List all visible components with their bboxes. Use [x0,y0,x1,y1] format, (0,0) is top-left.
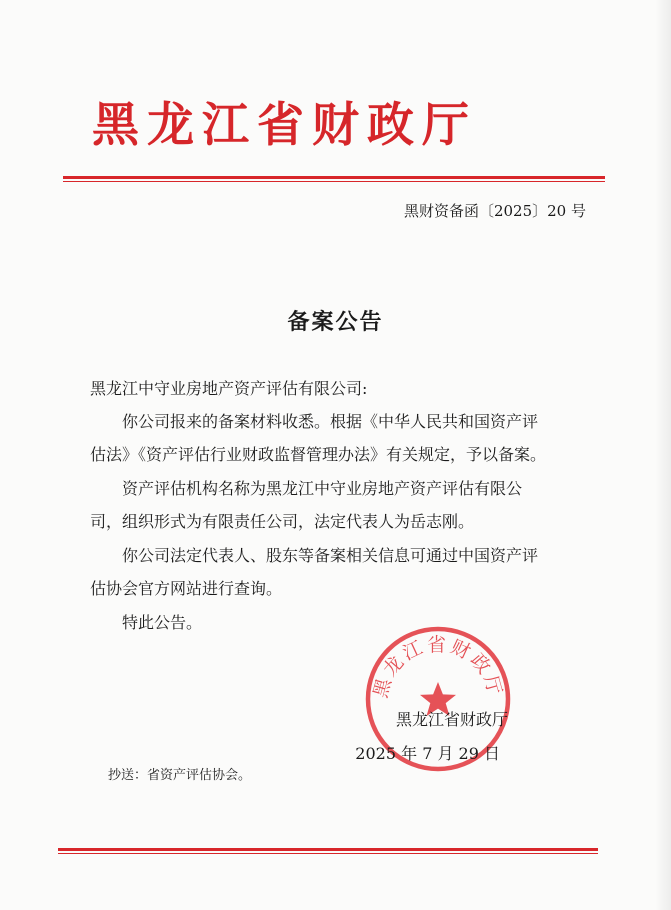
addressee-line: 黑龙江中守业房地产资产评估有限公司: [90,379,368,398]
paragraph-2-line-2: 司，组织形式为有限责任公司，法定代表人为岳志刚。 [90,512,475,531]
seal-text: 黑龙江省财政厅 [369,634,507,701]
paragraph-3 [90,539,590,605]
addressee [90,372,590,405]
closing-line: 特此公告。 [122,613,203,632]
scan-shadow [655,0,671,910]
paragraph-2 [90,472,590,538]
paragraph-2-line-1: 资产评估机构名称为黑龙江中守业房地产资产评估有限公 [122,479,523,498]
footer-divider-thick [58,848,598,851]
paragraph-1-line-1: 你公司报来的备案材料收悉。根据《中华人民共和国资产评 [122,412,539,431]
org-header-title: 黑龙江省财政厅 [92,98,477,153]
paragraph-3-line-2: 估协会官方网站进行查询。 [90,579,283,598]
footer-divider-thin [58,853,598,854]
signature-organization: 黑龙江省财政厅 [395,710,508,729]
document-number: 黑财资备函〔2025〕20 号 [403,202,586,220]
signature-date: 2025 年 7 月 29 日 [355,744,500,763]
paragraph-1 [90,405,590,471]
paragraph-1-line-2: 估法》《资产评估行业财政监督管理办法》有关规定，予以备案。 [90,445,547,464]
paragraph-3-line-1: 你公司法定代表人、股东等备案相关信息可通过中国资产评 [122,546,539,565]
header-divider-thick [63,176,605,179]
cc-line: 抄送：省资产评估协会。 [108,768,252,783]
notice-title: 备案公告 [287,310,384,335]
header-divider-thin [63,181,605,182]
paragraph-4 [90,606,590,639]
